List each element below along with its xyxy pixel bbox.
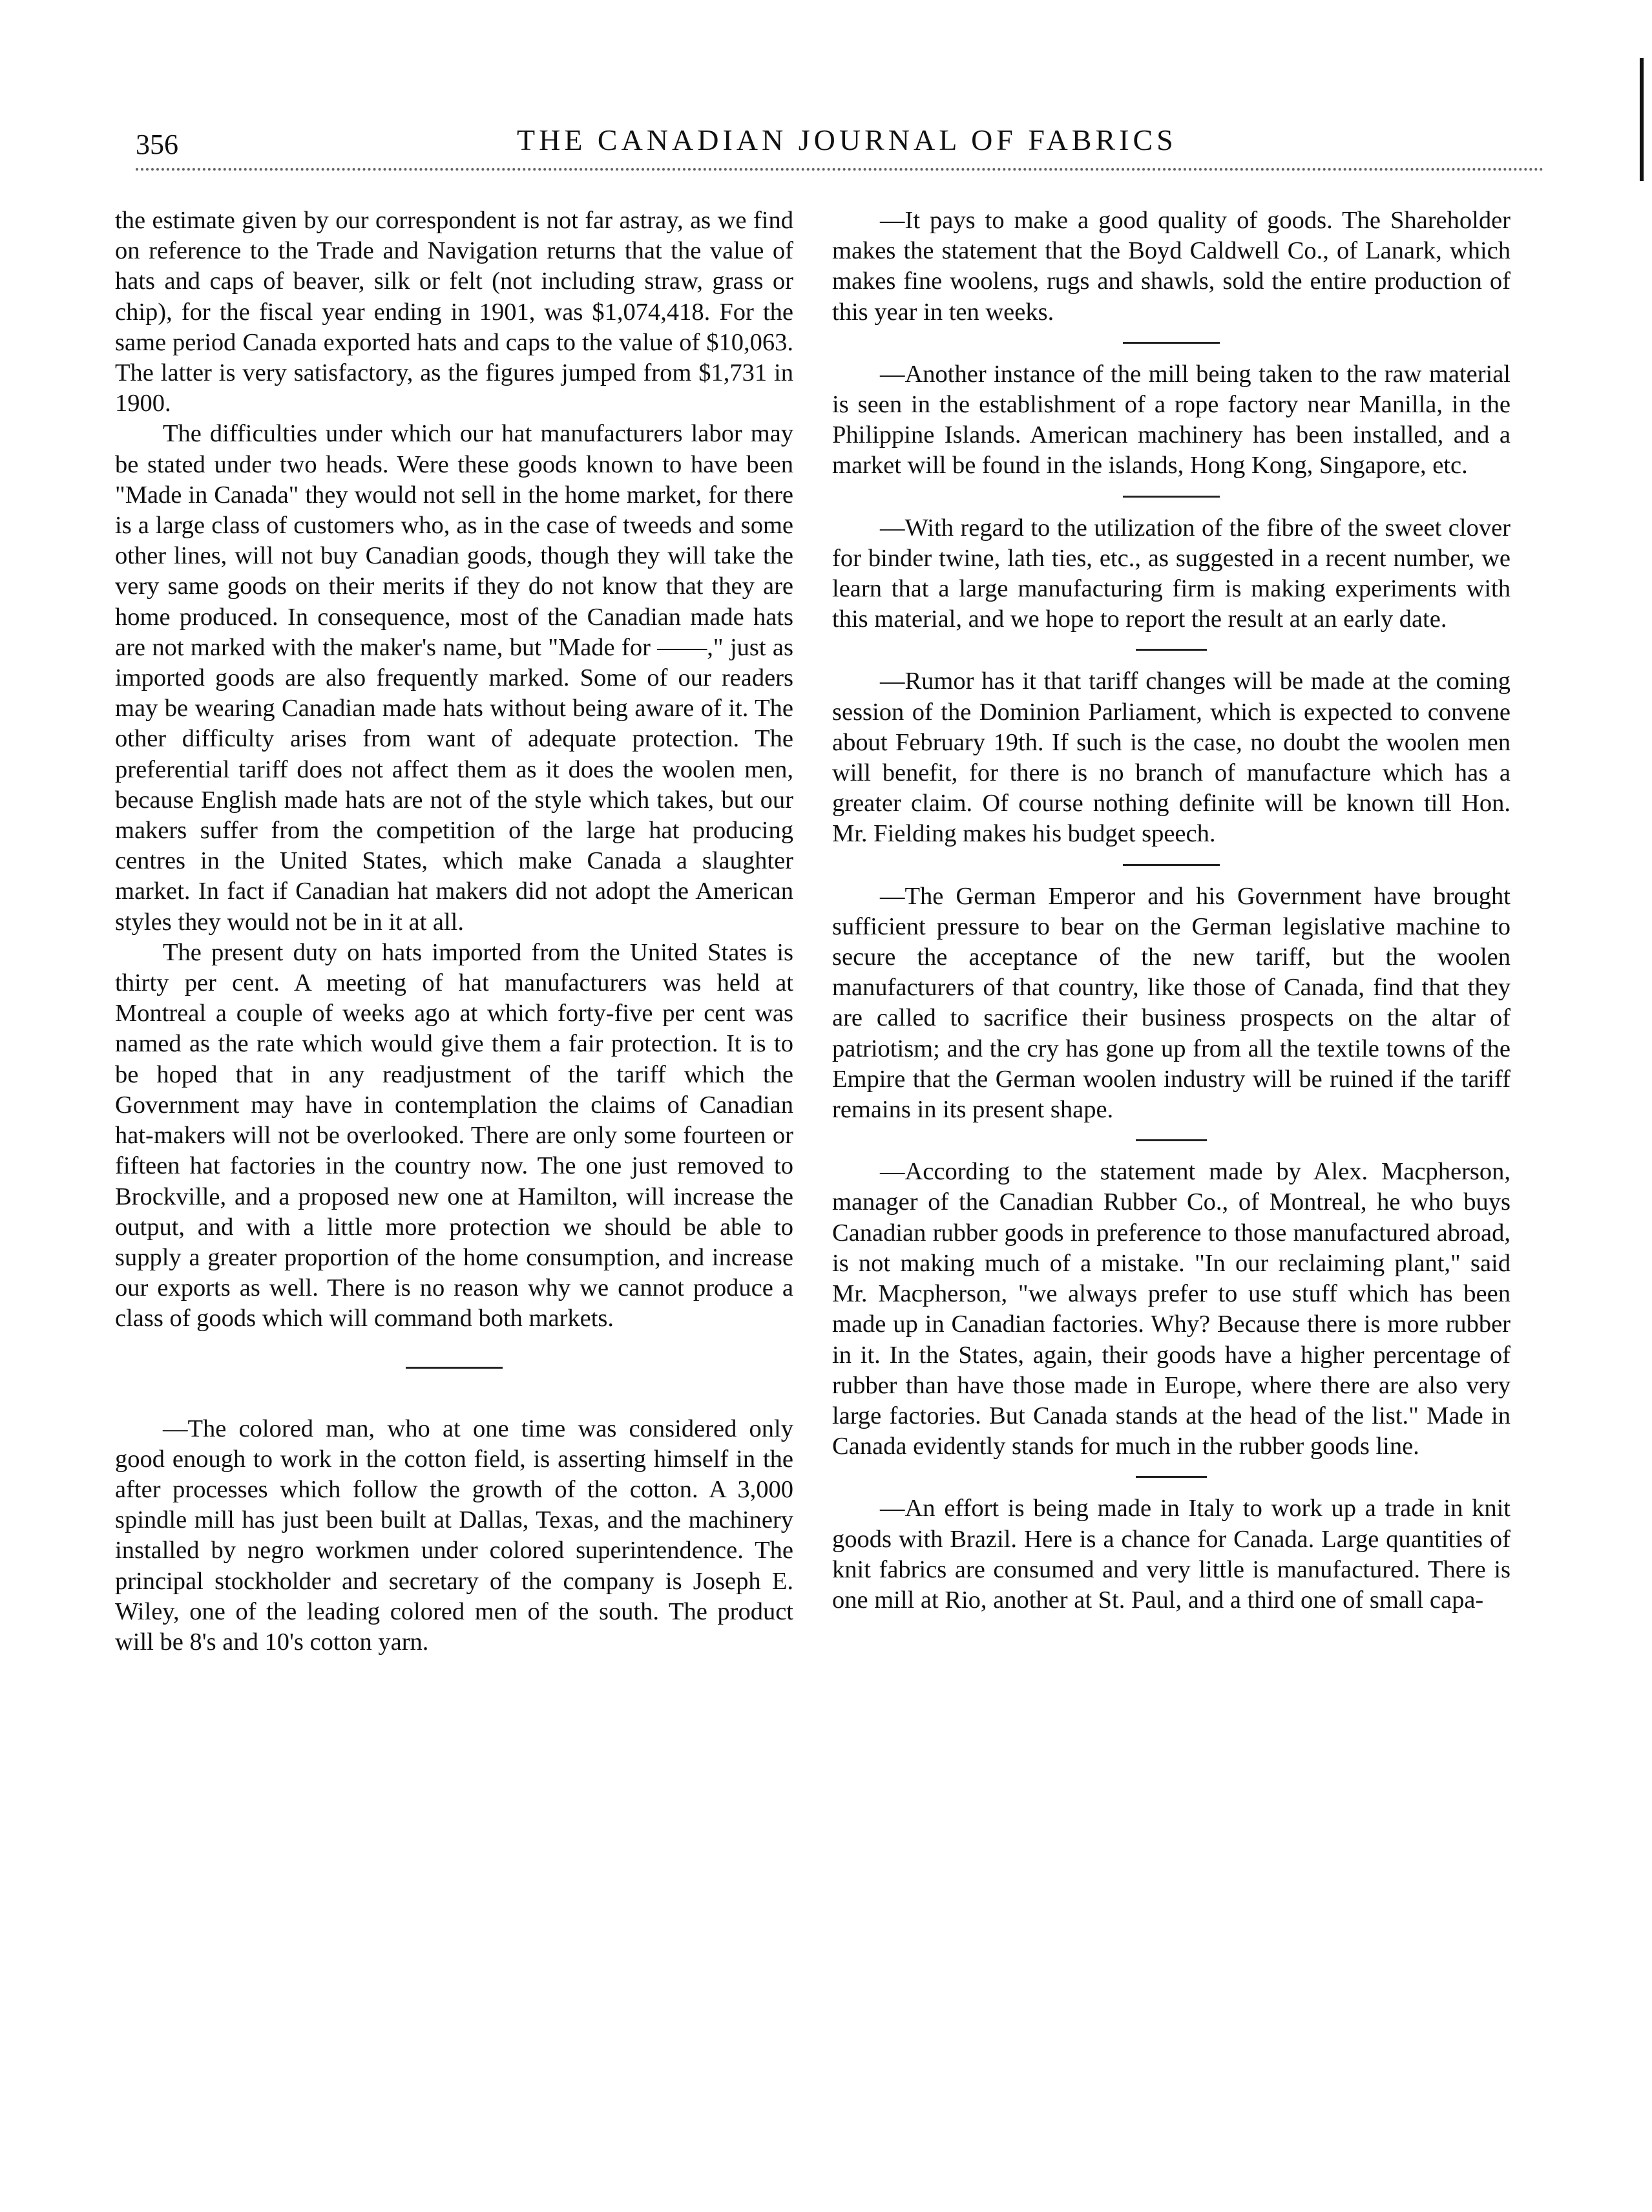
paragraph-sweet-clover: —With regard to the utilization of the fibre of the sweet clover for binder twine, lath ties, etc., as suggested in a recent number, we learn that a large manufacturing firm is making experiments with this material, and we hope to report the result at an early date. <box>832 514 1511 633</box>
left-column <box>115 205 793 1658</box>
section-separator <box>1136 649 1207 651</box>
section-separator <box>1123 496 1220 498</box>
section-separator <box>1123 342 1220 344</box>
paragraph-rubber-goods: —According to the statement made by Alex. Macpherson, manager of the Canadian Rubber Co., of Montreal, he who buys Canadian rubber goods in preference to those manufactured abroad, is not making much of a mistake. "In our reclaiming plant," said Mr. Macpherson, "we always prefer to use stuff which has been made up in Canadian factories. Why? Because there is more rubber in it. In the States, again, their goods have a higher percentage of rubber than have those made in Europe, where there are also very large factories. But Canada stands at the head of the list." Made in Canada evidently stands for much in the rubber goods line. <box>832 1158 1511 1460</box>
paragraph-german-tariff: —The German Emperor and his Government have brought sufficient pressure to bear on the German legislative machine to secure the acceptance of the new tariff, but the woolen manufacturers of that country, like those of Canada, find that they are called to sacrifice their business prospects on the altar of patriotism; and the cry has gone up from all the textile towns of the Empire that the German woolen industry will be ruined if the tariff remains in its present shape. <box>832 882 1511 1124</box>
page-edge-rule <box>1640 58 1644 181</box>
journal-title: THE CANADIAN JOURNAL OF FABRICS <box>517 123 1177 156</box>
right-column <box>832 205 1511 1616</box>
section-separator <box>1123 864 1220 866</box>
section-separator <box>406 1367 503 1369</box>
paragraph-hat-duty: The present duty on hats imported from the United States is thirty per cent. A meeting of hat manufacturers was held at Montreal a couple of weeks ago at which forty-five per cent was named as the rate which would give them a fair protection. It is to be hoped that in any readjustment of the tariff which the Government may have in contemplation the claims of Canadian hat-makers will not be overlooked. There are only some fourteen or fifteen hat factories in the country now. The one just removed to Brockville, and a proposed new one at Hamilton, will increase the output, and with a little more protection we should be able to supply a greater proportion of the home consumption, and increase our exports as well. There is no reason why we cannot produce a class of goods which will command both markets. <box>115 938 793 1332</box>
paragraph-rope-factory: —Another instance of the mill being taken to the raw material is seen in the establishment of a rope factory near Manilla, in the Philippine Islands. American machinery has been installed, and a market will be found in the islands, Hong Kong, Singapore, etc. <box>832 360 1511 479</box>
section-separator <box>1136 1139 1207 1141</box>
paragraph-italy-knit-goods: —An effort is being made in Italy to work up a trade in knit goods with Brazil. Here is a chance for Canada. Large quantities of knit fabrics are consumed and very little is manufactured. There is one mill at Rio, another at St. Paul, and a third one of small capa- <box>832 1495 1511 1614</box>
paragraph-hat-difficulties: The difficulties under which our hat manufacturers labor may be stated under two heads. Were these goods known to have been "Made in Canada" they would not sell in the home market, for there is a large class of customers who, as in the case of tweeds and some other lines, will not buy Canadian goods, though they will take the very same goods on their merits if they do not know that they are home produced. In consequence, most of the Canadian made hats are not marked with the maker's name, but "Made for ——," just as imported goods are also frequently marked. Some of our readers may be wearing Canadian made hats without being aware of it. The other difficulty arises from want of adequate protection. The preferential tariff does not affect them as it does the woolen men, because English made hats are not of the style which takes, but our makers suffer from the competition of the large hat producing centres in the United States, which make Canada a slaughter market. In fact if Canadian hat makers did not adopt the American styles they would not be in it at all. <box>115 420 793 936</box>
paragraph-quality-goods: —It pays to make a good quality of goods. The Shareholder makes the statement that the Boyd Caldwell Co., of Lanark, which makes fine woolens, rugs and shawls, sold the entire production of this year in ten weeks. <box>832 207 1511 326</box>
paragraph-cotton-mill: —The colored man, who at one time was considered only good enough to work in the cotton field, is asserting himself in the after processes which follow the growth of the cotton. A 3,000 spindle mill has just been built at Dallas, Texas, and the machinery installed by negro workmen under colored superintendence. The principal stockholder and secretary of the company is Joseph E. Wiley, one of the leading colored men of the south. The product will be 8's and 10's cotton yarn. <box>115 1415 793 1656</box>
paragraph-tariff-rumor: —Rumor has it that tariff changes will be made at the coming session of the Dominion Parliament, which is expected to convene about February 19th. If such is the case, no doubt the woolen men will benefit, for there is no branch of manufacture which has a greater claim. Of course nothing definite will be known till Hon. Mr. Fielding makes his budget speech. <box>832 668 1511 848</box>
page-header <box>136 123 1544 174</box>
paragraph-hat-imports: the estimate given by our correspondent is not far astray, as we find on reference to the Trade and Navigation returns that the value of hats and caps of beaver, silk or felt (not including straw, grass or chip), for the fiscal year ending in 1901, was $1,074,418. For the same period Canada exported hats and caps to the value of $10,063. The latter is very satisfactory, as the figures jumped from $1,731 in 1900. <box>115 207 793 417</box>
page-number: 356 <box>136 129 178 160</box>
section-separator <box>1136 1476 1207 1478</box>
header-dotted-rule <box>136 168 1544 177</box>
